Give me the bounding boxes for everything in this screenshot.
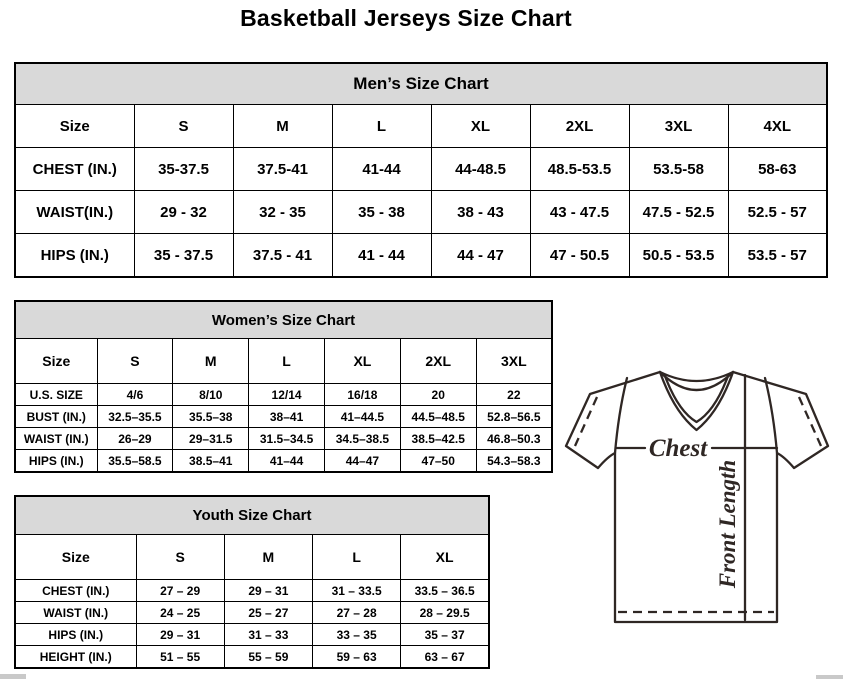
col-header: M bbox=[233, 105, 332, 148]
size-value: 4/6 bbox=[97, 384, 173, 406]
table-row bbox=[15, 496, 489, 535]
table-row bbox=[15, 624, 489, 646]
size-value: 16/18 bbox=[324, 384, 400, 406]
size-value: 31.5–34.5 bbox=[249, 428, 325, 450]
youth-chart-title: Youth Size Chart bbox=[15, 496, 489, 535]
col-header: M bbox=[224, 535, 312, 580]
row-label: HEIGHT (IN.) bbox=[15, 646, 136, 669]
col-header: 2XL bbox=[530, 105, 629, 148]
size-value: 59 – 63 bbox=[313, 646, 401, 669]
col-header: Size bbox=[15, 535, 136, 580]
size-value: 47 - 50.5 bbox=[530, 234, 629, 278]
col-header: M bbox=[173, 339, 249, 384]
size-value: 41-44 bbox=[332, 148, 431, 191]
table-row bbox=[15, 148, 827, 191]
jersey-outline-icon bbox=[566, 372, 828, 622]
row-label: BUST (IN.) bbox=[15, 406, 97, 428]
size-value: 33.5 – 36.5 bbox=[401, 580, 489, 602]
size-value: 33 – 35 bbox=[313, 624, 401, 646]
size-value: 44.5–48.5 bbox=[400, 406, 476, 428]
size-value: 53.5 - 57 bbox=[728, 234, 827, 278]
table-row bbox=[15, 580, 489, 602]
table-row bbox=[15, 105, 827, 148]
col-header: Size bbox=[15, 105, 134, 148]
size-value: 24 – 25 bbox=[136, 602, 224, 624]
size-value: 44-48.5 bbox=[431, 148, 530, 191]
womens-size-table bbox=[14, 300, 553, 473]
col-header: 3XL bbox=[476, 339, 552, 384]
row-label: CHEST (IN.) bbox=[15, 580, 136, 602]
row-label: WAIST (IN.) bbox=[15, 428, 97, 450]
table-row bbox=[15, 191, 827, 234]
size-value: 8/10 bbox=[173, 384, 249, 406]
size-value: 55 – 59 bbox=[224, 646, 312, 669]
size-value: 38–41 bbox=[249, 406, 325, 428]
size-value: 50.5 - 53.5 bbox=[629, 234, 728, 278]
size-value: 35.5–58.5 bbox=[97, 450, 173, 473]
womens-chart-title: Women’s Size Chart bbox=[15, 301, 552, 339]
size-value: 35.5–38 bbox=[173, 406, 249, 428]
size-value: 38.5–42.5 bbox=[400, 428, 476, 450]
col-header: 3XL bbox=[629, 105, 728, 148]
col-header: XL bbox=[401, 535, 489, 580]
col-header: S bbox=[134, 105, 233, 148]
scrollbar-fragment-left[interactable] bbox=[0, 674, 26, 679]
table-row bbox=[15, 339, 552, 384]
size-value: 27 – 28 bbox=[313, 602, 401, 624]
sleeve-seam-icon bbox=[765, 378, 777, 453]
col-header: Size bbox=[15, 339, 97, 384]
table-row bbox=[15, 63, 827, 105]
row-label: HIPS (IN.) bbox=[15, 450, 97, 473]
size-value: 37.5-41 bbox=[233, 148, 332, 191]
row-label: CHEST (IN.) bbox=[15, 148, 134, 191]
mens-chart-title: Men’s Size Chart bbox=[15, 63, 827, 105]
size-value: 51 – 55 bbox=[136, 646, 224, 669]
size-value: 35 - 37.5 bbox=[134, 234, 233, 278]
col-header: XL bbox=[431, 105, 530, 148]
scrollbar-fragment-right[interactable] bbox=[816, 675, 843, 679]
size-value: 37.5 - 41 bbox=[233, 234, 332, 278]
table-row bbox=[15, 602, 489, 624]
col-header: L bbox=[313, 535, 401, 580]
page-title: Basketball Jerseys Size Chart bbox=[240, 5, 572, 31]
size-value: 22 bbox=[476, 384, 552, 406]
size-value: 25 – 27 bbox=[224, 602, 312, 624]
size-value: 43 - 47.5 bbox=[530, 191, 629, 234]
table-row bbox=[15, 234, 827, 278]
table-row bbox=[15, 450, 552, 473]
size-value: 28 – 29.5 bbox=[401, 602, 489, 624]
table-row bbox=[15, 428, 552, 450]
size-value: 47.5 - 52.5 bbox=[629, 191, 728, 234]
size-value: 44–47 bbox=[324, 450, 400, 473]
size-value: 35 - 38 bbox=[332, 191, 431, 234]
row-label: HIPS (IN.) bbox=[15, 234, 134, 278]
front-length-label: Front Length bbox=[715, 459, 740, 589]
size-value: 32.5–35.5 bbox=[97, 406, 173, 428]
table-row bbox=[15, 301, 552, 339]
col-header: 4XL bbox=[728, 105, 827, 148]
size-value: 54.3–58.3 bbox=[476, 450, 552, 473]
size-value: 41–44.5 bbox=[324, 406, 400, 428]
collar-icon bbox=[660, 372, 733, 381]
size-value: 58-63 bbox=[728, 148, 827, 191]
size-value: 35 – 37 bbox=[401, 624, 489, 646]
size-value: 52.5 - 57 bbox=[728, 191, 827, 234]
size-value: 52.8–56.5 bbox=[476, 406, 552, 428]
size-value: 32 - 35 bbox=[233, 191, 332, 234]
table-row bbox=[15, 535, 489, 580]
col-header: L bbox=[332, 105, 431, 148]
row-label: WAIST(IN.) bbox=[15, 191, 134, 234]
sleeve-seam-icon bbox=[615, 378, 627, 453]
size-value: 38 - 43 bbox=[431, 191, 530, 234]
table-row bbox=[15, 384, 552, 406]
size-value: 53.5-58 bbox=[629, 148, 728, 191]
size-value: 29 – 31 bbox=[224, 580, 312, 602]
mens-size-table bbox=[14, 62, 828, 278]
size-value: 29 - 32 bbox=[134, 191, 233, 234]
col-header: S bbox=[136, 535, 224, 580]
youth-size-table bbox=[14, 495, 490, 669]
row-label: WAIST (IN.) bbox=[15, 602, 136, 624]
size-value: 20 bbox=[400, 384, 476, 406]
table-row bbox=[15, 406, 552, 428]
size-value: 47–50 bbox=[400, 450, 476, 473]
size-value: 29 – 31 bbox=[136, 624, 224, 646]
size-value: 41–44 bbox=[249, 450, 325, 473]
size-value: 48.5-53.5 bbox=[530, 148, 629, 191]
size-value: 31 – 33.5 bbox=[313, 580, 401, 602]
size-value: 29–31.5 bbox=[173, 428, 249, 450]
table-row bbox=[15, 646, 489, 669]
size-value: 27 – 29 bbox=[136, 580, 224, 602]
size-value: 46.8–50.3 bbox=[476, 428, 552, 450]
col-header: L bbox=[249, 339, 325, 384]
col-header: XL bbox=[324, 339, 400, 384]
size-value: 31 – 33 bbox=[224, 624, 312, 646]
row-label: U.S. SIZE bbox=[15, 384, 97, 406]
size-value: 38.5–41 bbox=[173, 450, 249, 473]
size-value: 35-37.5 bbox=[134, 148, 233, 191]
size-value: 12/14 bbox=[249, 384, 325, 406]
col-header: S bbox=[97, 339, 173, 384]
col-header: 2XL bbox=[400, 339, 476, 384]
size-value: 26–29 bbox=[97, 428, 173, 450]
size-value: 63 – 67 bbox=[401, 646, 489, 669]
jersey-measurement-diagram bbox=[562, 366, 840, 628]
size-value: 41 - 44 bbox=[332, 234, 431, 278]
chest-label: Chest bbox=[648, 435, 708, 462]
size-value: 34.5–38.5 bbox=[324, 428, 400, 450]
row-label: HIPS (IN.) bbox=[15, 624, 136, 646]
size-value: 44 - 47 bbox=[431, 234, 530, 278]
